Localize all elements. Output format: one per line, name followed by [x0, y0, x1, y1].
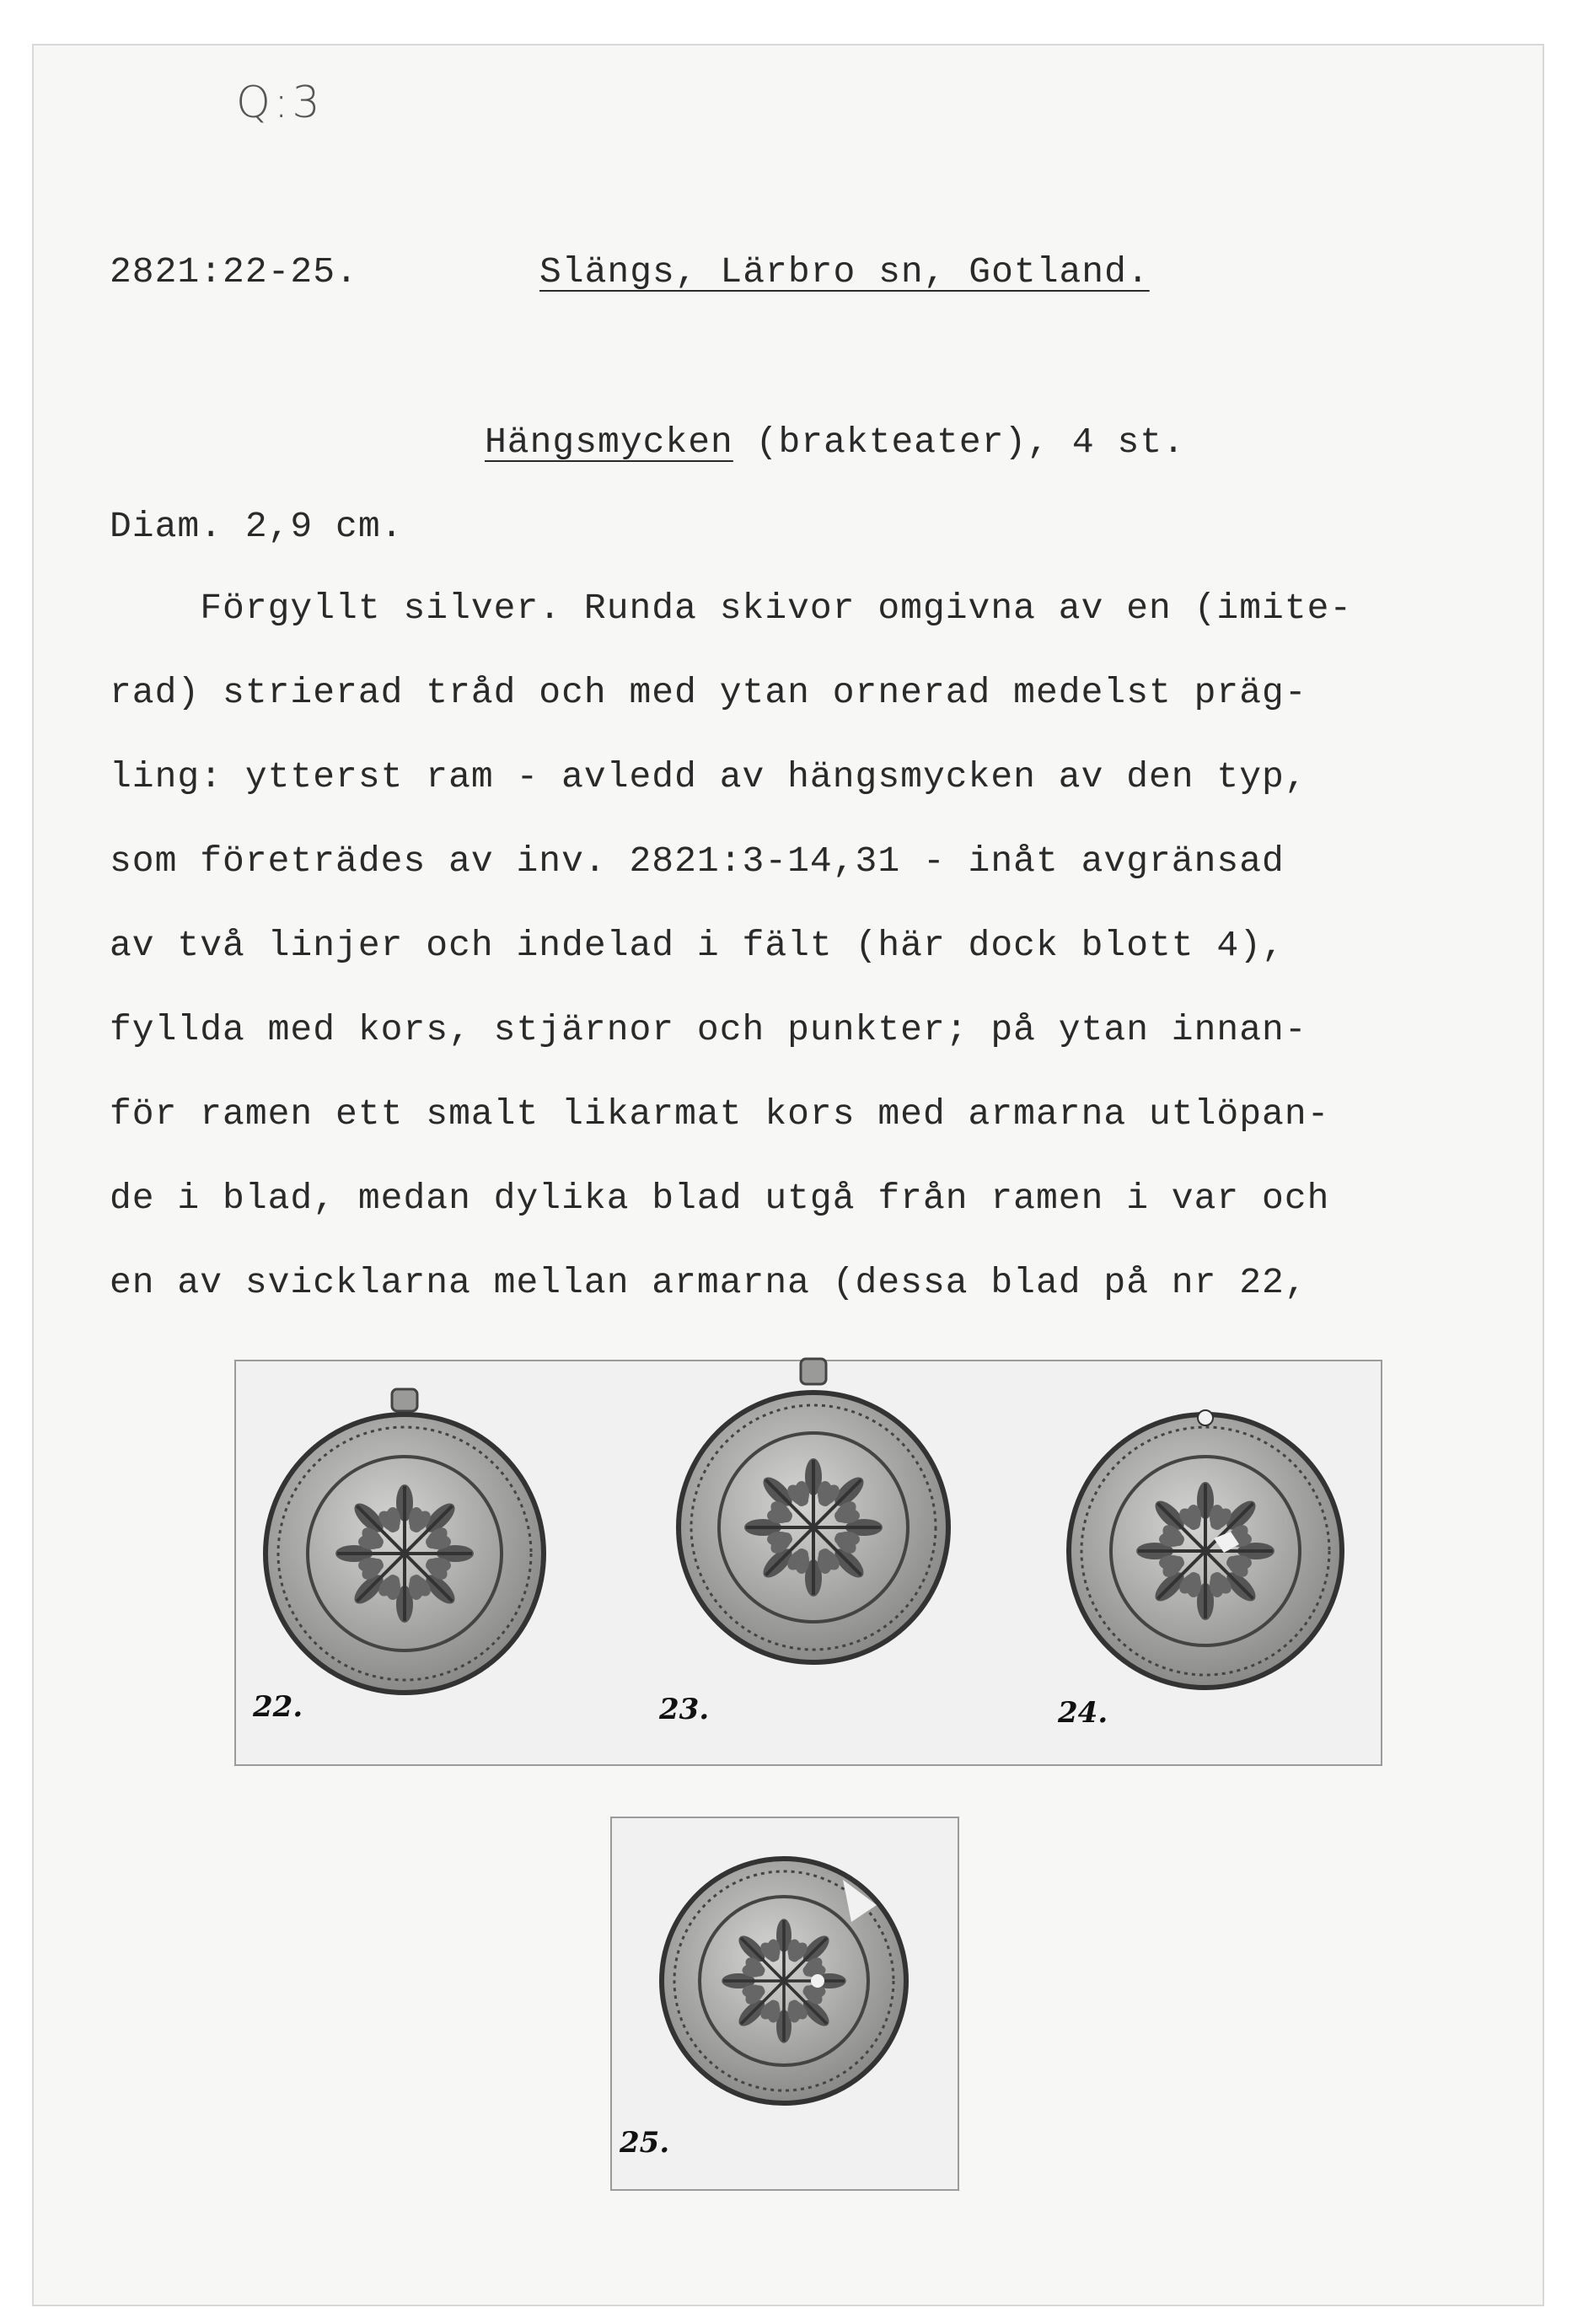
bracteate-22-image — [257, 1389, 561, 1701]
handwritten-annotation: Q:3 — [236, 78, 324, 128]
photo-label-24: 24. — [1058, 1696, 1108, 1730]
bracteate-24-image — [1058, 1399, 1361, 1703]
description-line: fyllda med kors, stjärnor och punkter; på ytan innan- — [110, 1009, 1307, 1050]
description-line: en av svicklarna mellan armarna (dessa blad på nr 22, — [110, 1262, 1307, 1303]
photo-label-23: 23. — [659, 1693, 710, 1726]
photo-label-22: 22. — [253, 1690, 303, 1724]
description-line: rad) strierad tråd och med ytan ornerad medelst präg- — [110, 672, 1307, 713]
description-line: de i blad, medan dylika blad utgå från ramen i var och — [110, 1178, 1330, 1219]
location-heading: Slängs, Lärbro sn, Gotland. — [539, 251, 1150, 293]
bracteate-25-image — [649, 1846, 919, 2107]
description-line: av två linjer och indelad i fält (här dock blott 4), — [110, 925, 1285, 966]
bracteate-23-image — [666, 1359, 969, 1671]
description-line: för ramen ett smalt likarmat kors med armarna utlöpan- — [110, 1093, 1330, 1135]
diameter-line: Diam. 2,9 cm. — [110, 506, 404, 547]
description-line: som företrädes av inv. 2821:3-14,31 - inåt avgränsad — [110, 840, 1285, 882]
object-title — [485, 421, 1185, 463]
inventory-number: 2821:22-25. — [110, 251, 358, 293]
description-line: Förgyllt silver. Runda skivor omgivna av en (imite- — [110, 588, 1353, 629]
photo-label-25: 25. — [620, 2126, 670, 2160]
object-name-rest: (brakteater), 4 st. — [755, 421, 1185, 463]
description-line: ling: ytterst ram - avledd av hängsmycken av den typ, — [110, 756, 1307, 797]
object-name: Hängsmycken — [485, 421, 733, 463]
